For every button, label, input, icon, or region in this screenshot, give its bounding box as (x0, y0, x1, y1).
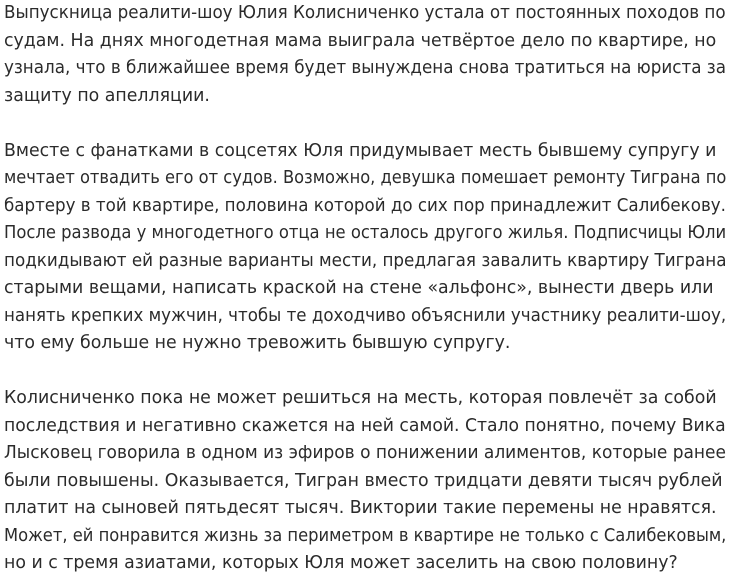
text-line: нанять крепких мужчин, чтобы те доходчиво объяснили участнику реалити-шоу, (4, 305, 727, 326)
text-line: узнала, что в ближайшее время будет вынуждена снова тратиться на юриста за (4, 58, 726, 78)
text-line: но и с тремя азиатами, которых Юля может заселить на свою половину? (4, 553, 678, 573)
text-line: что ему больше не нужно тревожить бывшую супругу. (4, 333, 511, 353)
paragraph-spacer (4, 358, 728, 386)
text-line: мечтает отвадить его от судов. Возможно, девушка помешает ремонту Тиграна по (4, 168, 727, 188)
text-line: Лысковец говорила в одном из эфиров о понижении алиментов, которые ранее (4, 443, 726, 463)
paragraph-1 (4, 0, 728, 110)
text-line: бартеру в той квартире, половина которой до сих пор принадлежит Салибекову. (4, 195, 726, 216)
text-line: Вместе с фанатками в соцсетях Юля придумывает месть бывшему супругу и (4, 140, 717, 161)
paragraph-spacer (4, 110, 728, 138)
text-line: платит на сыновей пятьдесят тысяч. Виктории такие перемены не нравятся. (4, 498, 717, 518)
text-line: старыми вещами, написать краской на стене «альфонс», вынести дверь или (4, 278, 714, 298)
paragraph-3 (4, 385, 728, 578)
text-line: подкидывают ей разные варианты мести, предлагая завалить квартиру Тиграна (4, 250, 727, 271)
text-line: Может, ей понравится жизнь за периметром в квартире не только с Салибековым, (4, 525, 727, 546)
article-body (4, 0, 728, 578)
text-line: судам. На днях многодетная мама выиграла четвёртое дело по квартире, но (4, 30, 717, 51)
text-line: Колисниченко пока не может решиться на месть, которая повлечёт за собой (4, 388, 717, 408)
text-line: Выпускница реалити-шоу Юлия Колисниченко устала от постоянных походов по (4, 3, 726, 23)
text-line: были повышены. Оказывается, Тигран вместо тридцати девяти тысяч рублей (4, 470, 723, 491)
text-line: последствия и негативно скажется на ней самой. Стало понятно, почему Вика (4, 415, 726, 436)
text-line: защиту по апелляции. (4, 85, 210, 106)
paragraph-2 (4, 138, 728, 358)
text-line: После развода у многодетного отца не осталось другого жилья. Подписчицы Юли (4, 223, 727, 243)
